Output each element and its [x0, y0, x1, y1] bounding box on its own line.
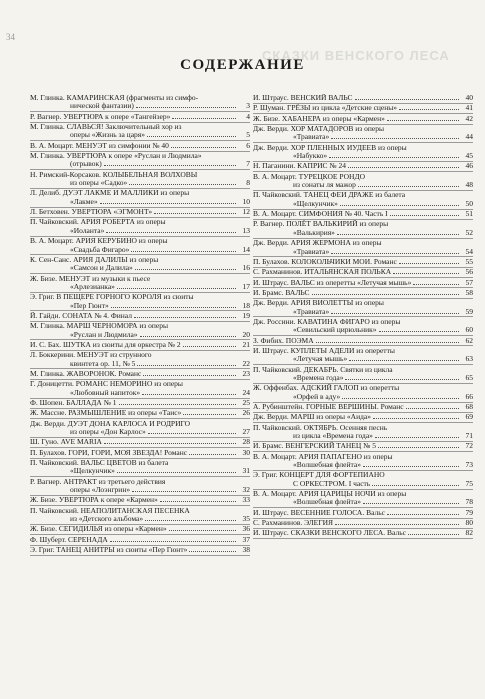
dot-leader: [363, 503, 459, 504]
toc-entry-title: В. А. Моцарт. ТУРЕЦКОЕ РОНДО: [253, 172, 365, 181]
dot-leader: [413, 284, 459, 285]
toc-entry: [30, 399, 250, 407]
dot-leader: [134, 317, 236, 318]
dot-leader: [316, 342, 459, 343]
toc-entry-page: 44: [465, 132, 473, 142]
toc-entry: [30, 189, 250, 206]
dot-leader: [378, 447, 459, 448]
toc-entry-page: 73: [465, 460, 473, 470]
toc-entry: [253, 279, 473, 287]
toc-entry: [253, 191, 473, 208]
toc-entry: [253, 268, 473, 276]
toc-entry-page: 12: [242, 207, 250, 217]
toc-entry-title: Дж. Верди. МАРШ из оперы «Аида»: [253, 413, 371, 422]
dot-leader: [372, 485, 459, 486]
toc-entry-title: М. Глинка. КАМАРИНСКАЯ (фрагменты из симфо-: [30, 94, 199, 102]
toc-entry-page: 32: [242, 485, 250, 495]
toc-entry: [253, 239, 473, 256]
toc-entry: [253, 519, 473, 527]
toc-entry-subtitle: «Травиата»: [293, 307, 330, 316]
toc-entry: [30, 113, 250, 121]
toc-entry-page: 13: [242, 225, 250, 235]
toc-entry: [253, 337, 473, 345]
dot-leader: [399, 263, 459, 264]
toc-entry-page: 5: [246, 130, 250, 140]
toc-entry: [253, 442, 473, 450]
toc-entry-page: 75: [465, 478, 473, 488]
toc-entry-subtitle: «Иоланта»: [70, 226, 105, 235]
dot-leader: [136, 107, 236, 108]
toc-entry-subtitle: нической фантазии): [70, 102, 134, 111]
divider: [30, 555, 250, 556]
toc-entry-title: Й. Гайдн. СОНАТА № 4. Финал: [30, 311, 132, 320]
toc-entry-title: Э. Григ. ТАНЕЦ АНИТРЫ из сюиты «Пер Гюнт»: [30, 546, 188, 555]
toc-entry: [30, 438, 250, 446]
dot-leader: [117, 472, 236, 473]
toc-entry: [253, 366, 473, 383]
toc-entry-subtitle: «Щелкунчик»: [293, 199, 338, 208]
toc-entry: [30, 293, 250, 310]
dot-leader: [183, 414, 236, 415]
toc-entry: [253, 490, 473, 507]
toc-entry-page: 65: [465, 372, 473, 382]
toc-entry-title: Дж. Верди. ХОР ПЛЕННЫХ ИУДЕЕВ из оперы: [253, 143, 407, 152]
dot-leader: [110, 541, 236, 542]
toc-entry-page: 38: [242, 545, 250, 555]
dot-leader: [375, 437, 459, 438]
toc-entry-subtitle: «Севильский цирюльник»: [293, 326, 377, 335]
toc-entry: [30, 536, 250, 544]
toc-entry-title: М. Глинка. СЛАВЬСЯ! Заключительный хор из: [30, 123, 182, 132]
toc-entry-page: 33: [242, 495, 250, 505]
toc-entry: [30, 478, 250, 495]
toc-entry-page: 16: [242, 263, 250, 273]
toc-entry: [30, 459, 250, 476]
toc-entry-page: 54: [465, 246, 473, 256]
toc-entry-title: П. Чайковский. АРИЯ РОБЕРТА из оперы: [30, 218, 166, 227]
dot-leader: [147, 136, 236, 137]
toc-entry-title: Ф. Шопен. БАЛЛАДА № 1: [30, 399, 117, 407]
toc-entry-subtitle: «Волшебная флейта»: [293, 461, 361, 470]
toc-entry-subtitle: «Руслан и Людмила»: [70, 330, 138, 339]
toc-entry-page: 20: [242, 329, 250, 339]
toc-entry-subtitle: «Пер Гюнт»: [70, 301, 109, 310]
toc-entry-title: С. Рахманинов. ЭЛЕГИЯ: [253, 519, 334, 528]
toc-entry-page: 41: [465, 103, 473, 113]
toc-entry: [30, 256, 250, 273]
toc-entry-subtitle: С ОРКЕСТРОМ. I часть: [293, 479, 371, 488]
toc-entry: [30, 275, 250, 292]
toc-entry: [30, 380, 250, 397]
toc-entry-title: Л. Делиб. ДУЭТ ЛАКМЕ И МАЛЛИКИ из оперы: [30, 189, 190, 198]
dot-leader: [340, 205, 459, 206]
toc-entry: [253, 210, 473, 218]
dot-leader: [387, 514, 459, 515]
toc-entry-page: 42: [465, 113, 473, 123]
dot-leader: [143, 375, 236, 376]
toc-entry-page: 71: [465, 431, 473, 441]
dot-leader: [331, 253, 459, 254]
toc-entry-title: И. Штраус. ВЕСЕННИЕ ГОЛОСА. Вальс: [253, 508, 385, 517]
toc-entry-page: 14: [242, 244, 250, 254]
dot-leader: [393, 273, 459, 274]
toc-entry: [30, 351, 250, 368]
toc-entry: [30, 496, 250, 504]
toc-entry-page: 36: [242, 524, 250, 534]
dot-leader: [172, 118, 236, 119]
toc-entry-subtitle: из оперы «Садко»: [70, 179, 128, 188]
toc-entry-title: Э. Григ. КОНЦЕРТ ДЛЯ ФОРТЕПИАНО: [253, 471, 385, 480]
toc-entry-title: Г. Доницетти. РОМАНС НЕМОРИНО из оперы: [30, 380, 183, 389]
dot-leader: [345, 379, 459, 380]
dot-leader: [379, 331, 459, 332]
toc-entry-page: 35: [242, 514, 250, 524]
dot-leader: [132, 491, 236, 492]
toc-entry: [30, 218, 250, 235]
toc-entry-subtitle: «Травиата»: [293, 133, 330, 142]
toc-entry-title: Ж. Оффенбах. АДСКИЙ ГАЛОП из оперетты: [253, 384, 400, 393]
toc-entry-title: Н. Паганини. КАПРИС № 24: [253, 162, 346, 171]
toc-entry: [30, 507, 250, 524]
dot-leader: [349, 360, 459, 361]
toc-entry-subtitle: (отрывок): [70, 160, 102, 169]
toc-entry-title: В. А. Моцарт. МЕНУЭТ из симфонии № 40: [30, 141, 169, 150]
toc-entry-title: В. А. Моцарт. АРИЯ КЕРУБИНО из оперы: [30, 237, 168, 246]
toc-entry-title: Р. Вагнер. АНТРАКТ из третьего действия: [30, 477, 166, 486]
dot-leader: [355, 99, 460, 100]
toc-entry-title: Л. Боккерини. МЕНУЭТ из струнного: [30, 351, 152, 360]
dot-leader: [390, 215, 459, 216]
toc-entry-page: 26: [242, 408, 250, 418]
dot-leader: [111, 307, 236, 308]
toc-entry-subtitle: «Любовный напиток»: [70, 388, 141, 397]
toc-entry-page: 59: [465, 306, 473, 316]
toc-entry-page: 57: [465, 277, 473, 287]
dot-leader: [312, 294, 459, 295]
toc-entry-page: 50: [465, 198, 473, 208]
toc-entry-page: 80: [465, 518, 473, 528]
toc-entry-title: И. Штраус. ВАЛЬС из оперетты «Летучая мышь»: [253, 278, 412, 287]
toc-entry: [30, 208, 250, 216]
toc-entry: [253, 299, 473, 316]
dot-leader: [331, 138, 459, 139]
toc-entry-title: Дж. Верди. АРИЯ ВИОЛЕТТЫ из оперы: [253, 299, 384, 308]
toc-entry-title: Э. Григ. В ПЕЩЕРЕ ГОРНОГО КОРОЛЯ из сюиты: [30, 293, 194, 302]
toc-entry-title: К. Сен-Санс. АРИЯ ДАЛИЛЫ из оперы: [30, 255, 159, 264]
dot-leader: [363, 466, 459, 467]
toc-entry: [30, 409, 250, 417]
dot-leader: [154, 213, 236, 214]
toc-entry-title: П. Булахов. КОЛОКОЛЬЧИКИ МОИ. Романс: [253, 257, 397, 266]
toc-entry-page: 6: [246, 140, 250, 150]
toc-entry-page: 7: [246, 159, 250, 169]
toc-entry: [253, 104, 473, 112]
toc-entry: [253, 424, 473, 441]
toc-entry: [253, 453, 473, 470]
toc-entry-page: 27: [242, 427, 250, 437]
toc-entry-title: Ш. Гуно. AVE MARIA: [30, 438, 102, 447]
toc-entry-page: 60: [465, 325, 473, 335]
toc-entry-title: Ж. Бизе. МЕНУЭТ из музыки к пьесе: [30, 274, 151, 283]
toc-entry-subtitle: «Летучая мышь»: [293, 355, 348, 364]
toc-entry: [253, 347, 473, 364]
dot-leader: [160, 501, 236, 502]
toc-entry-title: П. Чайковский. ДЕКАБРЬ. Святки из цикла: [253, 365, 393, 374]
dot-leader: [348, 167, 459, 168]
dot-leader: [337, 234, 459, 235]
toc-entry-page: 82: [465, 528, 473, 538]
toc-entry-subtitle: «Времена года»: [293, 373, 344, 382]
page-title: СОДЕРЖАНИЕ: [180, 57, 305, 73]
toc-entry-page: 79: [465, 507, 473, 517]
toc-entry-page: 68: [465, 402, 473, 411]
toc-entry-page: 8: [246, 178, 250, 188]
dot-leader: [342, 398, 459, 399]
dot-leader: [406, 408, 459, 409]
toc-entry-title: Р. Вагнер. ПОЛЁТ ВАЛЬКИРИЙ из оперы: [253, 220, 389, 229]
toc-left-column: [30, 94, 250, 557]
toc-entry-title: Р. Вагнер. УВЕРТЮРА к опере «Тангейзер»: [30, 112, 171, 121]
toc-entry-title: М. Глинка. ЖАВОРОНОК. Романс: [30, 369, 142, 378]
toc-entry: [253, 162, 473, 170]
dot-leader: [408, 534, 459, 535]
dot-leader: [100, 203, 236, 204]
toc-entry-subtitle: из цикла «Времена года»: [293, 432, 373, 441]
dot-leader: [331, 313, 459, 314]
dot-leader: [142, 394, 236, 395]
toc-right-column: [253, 94, 473, 540]
toc-entry: [30, 546, 250, 554]
dot-leader: [137, 365, 236, 366]
toc-entry-title: З. Фибих. ПОЭМА: [253, 336, 314, 345]
toc-entry: [253, 258, 473, 266]
dot-leader: [131, 251, 236, 252]
toc-entry-page: 23: [242, 368, 250, 378]
toc-entry-page: 19: [242, 310, 250, 320]
toc-entry-subtitle: оперы «Лоэнгрин»: [70, 486, 131, 495]
toc-entry-title: Дж. Россини. КАВАТИНА ФИГАРО из оперы: [253, 317, 401, 326]
toc-entry-title: В. А. Моцарт. АРИЯ ПАПАГЕНО из оперы: [253, 452, 393, 461]
toc-entry-title: И. Брамс. ВАЛЬС: [253, 288, 310, 297]
toc-entry: [30, 171, 250, 188]
toc-entry-page: 40: [465, 93, 473, 102]
toc-entry-title: М. Глинка. МАРШ ЧЕРНОМОРА из оперы: [30, 322, 169, 331]
toc-entry-title: Ж. Бизе. СЕГИДИЛЬЯ из оперы «Кармен»: [30, 525, 167, 534]
toc-entry-page: 45: [465, 151, 473, 161]
toc-entry-page: 58: [465, 287, 473, 297]
toc-entry-title: Дж. Верди. АРИЯ ЖЕРМОНА из оперы: [253, 239, 382, 248]
toc-entry: [30, 142, 250, 150]
toc-entry-subtitle: «Орфей в аду»: [293, 392, 341, 401]
toc-entry-page: 69: [465, 412, 473, 422]
toc-entry-title: Л. Бетховен. УВЕРТЮРА «ЭГМОНТ»: [30, 208, 153, 217]
toc-entry-subtitle: из оперы «Дон Карлос»: [70, 428, 146, 437]
toc-entry-page: 56: [465, 267, 473, 277]
toc-entry: [253, 318, 473, 335]
toc-entry-title: Ж. Бизе. ХАБАНЕРА из оперы «Кармен»: [253, 114, 385, 123]
toc-entry: [253, 413, 473, 421]
dot-leader: [329, 157, 459, 158]
dot-leader: [104, 443, 236, 444]
toc-entry: [30, 449, 250, 457]
toc-entry-title: П. Чайковский. ОКТЯБРЬ. Осенняя песнь: [253, 423, 388, 432]
toc-entry-subtitle: «Щелкунчик»: [70, 467, 115, 476]
toc-entry: [253, 115, 473, 123]
toc-entry: [30, 322, 250, 339]
page-number: 34: [6, 32, 15, 42]
toc-entry-title: П. Булахов. ГОРИ, ГОРИ, МОЯ ЗВЕЗДА! Романс: [30, 448, 188, 457]
dot-leader: [148, 433, 236, 434]
toc-entry-page: 78: [465, 497, 473, 507]
toc-entry-subtitle: из сонаты ля мажор: [293, 181, 356, 190]
toc-entry-title: В. А. Моцарт. АРИЯ ЦАРИЦЫ НОЧИ из оперы: [253, 490, 407, 499]
dot-leader: [145, 520, 236, 521]
toc-entry-page: 63: [465, 354, 473, 364]
divider: [253, 538, 473, 539]
toc-entry: [253, 173, 473, 190]
dot-leader: [399, 109, 459, 110]
dot-leader: [183, 346, 236, 347]
toc-entry-page: 28: [242, 437, 250, 447]
toc-entry-subtitle: «Волшебная флейта»: [293, 498, 361, 507]
dot-leader: [171, 147, 236, 148]
toc-entry-page: 51: [465, 209, 473, 219]
toc-entry: [253, 529, 473, 537]
toc-entry: [253, 471, 473, 488]
toc-entry-subtitle: квинтета ор. 11, № 5: [70, 359, 136, 368]
toc-entry-subtitle: «Лакме»: [70, 197, 98, 206]
toc-entry-title: М. Глинка. УВЕРТЮРА к опере «Руслан и Людмила»: [30, 152, 202, 161]
toc-entry-subtitle: «Травиата»: [293, 247, 330, 256]
toc-entry-title: И. Штраус. СКАЗКИ ВЕНСКОГО ЛЕСА. Вальс: [253, 529, 406, 538]
toc-entry: [253, 94, 473, 102]
toc-entry-title: П. Чайковский. НЕАПОЛИТАНСКАЯ ПЕСЕНКА: [30, 506, 190, 515]
toc-entry-subtitle: оперы «Жизнь за царя»: [70, 131, 145, 140]
toc-entry: [253, 289, 473, 297]
toc-entry-subtitle: «Валькирия»: [293, 228, 335, 237]
toc-entry-subtitle: «Набукко»: [293, 152, 328, 161]
toc-entry-page: 18: [242, 300, 250, 310]
toc-entry: [30, 94, 250, 111]
toc-entry-subtitle: из «Детского альбома»: [70, 515, 144, 524]
toc-entry-title: Дж. Верди. ХОР МАТАДОРОВ из оперы: [253, 125, 384, 134]
toc-entry: [253, 384, 473, 401]
toc-entry-title: И. Штраус. ВЕНСКИЙ ВАЛЬС: [253, 94, 353, 102]
toc-entry-page: 37: [242, 534, 250, 544]
toc-entry-page: 62: [465, 335, 473, 345]
toc-entry: [253, 144, 473, 161]
toc-entry: [30, 370, 250, 378]
toc-entry: [253, 220, 473, 237]
toc-entry-subtitle: «Самсон и Далила»: [70, 264, 133, 273]
toc-entry-page: 25: [242, 398, 250, 407]
toc-entry-title: В. А. Моцарт. СИМФОНИЯ № 40. Часть I: [253, 210, 388, 219]
dot-leader: [140, 336, 236, 337]
dot-leader: [106, 232, 236, 233]
toc-entry: [253, 403, 473, 411]
toc-entry-title: Р. Шуман. ГРЁЗЫ из цикла «Детские сцены»: [253, 104, 398, 113]
toc-entry: [30, 341, 250, 349]
dot-leader: [117, 288, 236, 289]
toc-entry-page: 48: [465, 180, 473, 190]
toc-entry-page: 30: [242, 447, 250, 457]
toc-entry-title: Ж. Бизе. УВЕРТЮРА к опере «Кармен»: [30, 496, 158, 505]
toc-entry-page: 46: [465, 161, 473, 171]
toc-entry-title: А. Рубинштейн. ГОРНЫЕ ВЕРШИНЫ. Романс: [253, 403, 404, 411]
toc-entry: [30, 312, 250, 320]
dot-leader: [189, 551, 236, 552]
dot-leader: [119, 404, 237, 405]
toc-entry-title: Ж. Массне. РАЗМЫШЛЕНИЕ из оперы «Таис»: [30, 409, 182, 418]
toc-entry-title: И. Брамс. ВЕНГЕРСКИЙ ТАНЕЦ № 5: [253, 442, 376, 451]
toc-entry-title: И. Штраус. КУПЛЕТЫ АДЕЛИ из оперетты: [253, 346, 395, 355]
toc-entry: [253, 125, 473, 142]
toc-entry-subtitle: «Свадьба Фигаро»: [70, 245, 130, 254]
toc-entry: [30, 123, 250, 140]
toc-entry-page: 72: [465, 441, 473, 451]
dot-leader: [129, 184, 236, 185]
toc-entry-title: Н. Римский-Корсаков. КОЛЫБЕЛЬНАЯ ВОЛХОВЫ: [30, 170, 198, 179]
toc-entry-page: 21: [242, 339, 250, 349]
toc-entry-subtitle: «Арлезианка»: [70, 282, 115, 291]
toc-entry: [30, 525, 250, 533]
toc-entry: [30, 420, 250, 437]
dot-leader: [169, 530, 236, 531]
toc-entry-page: 24: [242, 387, 250, 397]
background-title: СКАЗКИ ВЕНСКОГО ЛЕСА: [262, 48, 450, 63]
toc-entry-page: 3: [246, 101, 250, 111]
toc-entry-title: С. Рахманинов. ИТАЛЬЯНСКАЯ ПОЛЬКА: [253, 268, 392, 277]
toc-entry: [30, 152, 250, 169]
toc-entry-page: 55: [465, 256, 473, 266]
dot-leader: [373, 418, 459, 419]
toc-entry-page: 31: [242, 466, 250, 476]
toc-entry-title: П. Чайковский. ТАНЕЦ ФЕИ ДРАЖЕ из балета: [253, 191, 406, 200]
dot-leader: [387, 120, 459, 121]
toc-entry-title: И. С. Бах. ШУТКА из сюиты для оркестра № 2: [30, 340, 181, 349]
toc-entry-title: Дж. Верди. ДУЭТ ДОНА КАРЛОСА И РОДРИГО: [30, 419, 191, 428]
toc-entry-page: 22: [242, 358, 250, 368]
toc-entry-title: П. Чайковский. ВАЛЬС ЦВЕТОВ из балета: [30, 459, 169, 468]
toc-entry-page: 10: [242, 196, 250, 206]
dot-leader: [189, 454, 236, 455]
toc-entry: [30, 237, 250, 254]
dot-leader: [135, 269, 236, 270]
toc-entry-page: 4: [246, 111, 250, 121]
dot-leader: [335, 524, 459, 525]
toc-entry-page: 66: [465, 391, 473, 401]
toc-entry-page: 52: [465, 227, 473, 237]
dot-leader: [104, 165, 236, 166]
dot-leader: [358, 186, 459, 187]
toc-entry-title: Ф. Шуберт. СЕРЕНАДА: [30, 535, 108, 544]
toc-entry: [253, 509, 473, 517]
toc-entry-page: 17: [242, 281, 250, 291]
